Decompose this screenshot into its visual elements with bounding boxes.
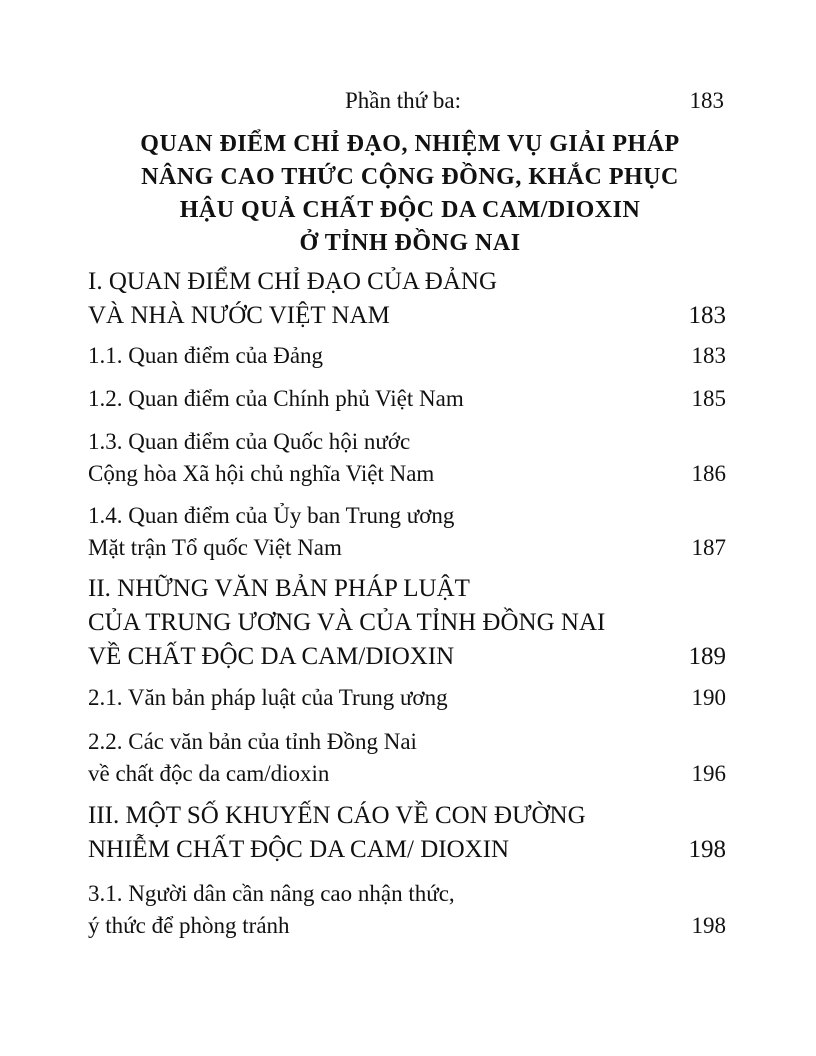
toc-entry-2-1[interactable] bbox=[88, 682, 728, 714]
toc-entry-line: NHIỄM CHẤT ĐỘC DA CAM/ DIOXIN bbox=[88, 836, 510, 863]
toc-entry-line: 2.2. Các văn bản của tỉnh Đồng Nai bbox=[88, 729, 417, 754]
toc-entry-line: Mặt trận Tổ quốc Việt Nam bbox=[88, 535, 342, 560]
toc-entry-title bbox=[88, 572, 678, 674]
toc-entry-line: CỦA TRUNG ƯƠNG VÀ CỦA TỈNH ĐỒNG NAI bbox=[88, 609, 606, 636]
toc-entry-title bbox=[88, 340, 678, 372]
toc-entry-title bbox=[88, 799, 678, 867]
toc-entry-1-1[interactable] bbox=[88, 340, 728, 372]
toc-entry-line: 2.1. Văn bản pháp luật của Trung ương bbox=[88, 685, 448, 710]
toc-entry-title bbox=[88, 682, 678, 714]
part-title-line: NÂNG CAO THỨC CỘNG ĐỒNG, KHẮC PHỤC bbox=[141, 164, 679, 190]
toc-entry-title bbox=[88, 265, 678, 333]
toc-entry-line: 1.3. Quan điểm của Quốc hội nước bbox=[88, 429, 411, 454]
toc-page-number: 198 bbox=[691, 913, 726, 938]
toc-entry-title bbox=[88, 426, 678, 490]
toc-entry-title bbox=[88, 878, 678, 942]
part-page-number: 183 bbox=[689, 88, 724, 113]
toc-entry-line: ý thức để phòng tránh bbox=[88, 913, 290, 938]
toc-entry-line: Cộng hòa Xã hội chủ nghĩa Việt Nam bbox=[88, 461, 435, 486]
toc-page-number: 189 bbox=[688, 643, 726, 670]
toc-entry-line: 1.2. Quan điểm của Chính phủ Việt Nam bbox=[88, 386, 464, 411]
part-label: Phần thứ ba: bbox=[345, 88, 461, 113]
toc-entry-1-3[interactable] bbox=[88, 426, 728, 490]
toc-entry-line: 1.1. Quan điểm của Đảng bbox=[88, 343, 324, 368]
toc-page-number: 183 bbox=[688, 302, 726, 329]
toc-entry-section-1[interactable] bbox=[88, 265, 728, 333]
toc-entry-line: VÀ NHÀ NƯỚC VIỆT NAM bbox=[88, 302, 390, 329]
toc-page-number: 186 bbox=[691, 461, 726, 486]
toc-page-number: 198 bbox=[688, 836, 726, 863]
part-title bbox=[60, 128, 760, 260]
toc-entry-section-3[interactable] bbox=[88, 799, 728, 867]
toc-entry-1-4[interactable] bbox=[88, 500, 728, 564]
toc-entry-1-2[interactable] bbox=[88, 383, 728, 415]
toc-entry-title bbox=[88, 500, 678, 564]
toc-entry-line: VỀ CHẤT ĐỘC DA CAM/DIOXIN bbox=[88, 643, 455, 670]
toc-entry-line: 1.4. Quan điểm của Ủy ban Trung ương bbox=[88, 503, 455, 528]
toc-entry-title bbox=[88, 383, 678, 415]
toc-page-number: 190 bbox=[691, 685, 726, 710]
part-title-line: HẬU QUẢ CHẤT ĐỘC DA CAM/DIOXIN bbox=[179, 197, 641, 223]
toc-entry-line: I. QUAN ĐIỂM CHỈ ĐẠO CỦA ĐẢNG bbox=[88, 268, 498, 295]
toc-entry-line: II. NHỮNG VĂN BẢN PHÁP LUẬT bbox=[88, 575, 470, 602]
toc-page-number: 196 bbox=[691, 761, 726, 786]
toc-page-number: 185 bbox=[691, 386, 726, 411]
toc-entry-3-1[interactable] bbox=[88, 878, 728, 942]
toc-page-number: 187 bbox=[691, 535, 726, 560]
part-heading-row bbox=[0, 86, 816, 116]
toc-entry-section-2[interactable] bbox=[88, 572, 728, 674]
toc-entry-line: III. MỘT SỐ KHUYẾN CÁO VỀ CON ĐƯỜNG bbox=[88, 802, 586, 829]
part-title-line: Ở TỈNH ĐỒNG NAI bbox=[299, 230, 521, 256]
toc-entry-title bbox=[88, 726, 678, 790]
toc-entry-line: về chất độc da cam/dioxin bbox=[88, 761, 330, 786]
toc-page-number: 183 bbox=[691, 343, 726, 368]
toc-entry-line: 3.1. Người dân cần nâng cao nhận thức, bbox=[88, 881, 455, 906]
toc-entry-2-2[interactable] bbox=[88, 726, 728, 790]
part-title-line: QUAN ĐIỂM CHỈ ĐẠO, NHIỆM VỤ GIẢI PHÁP bbox=[140, 131, 680, 157]
